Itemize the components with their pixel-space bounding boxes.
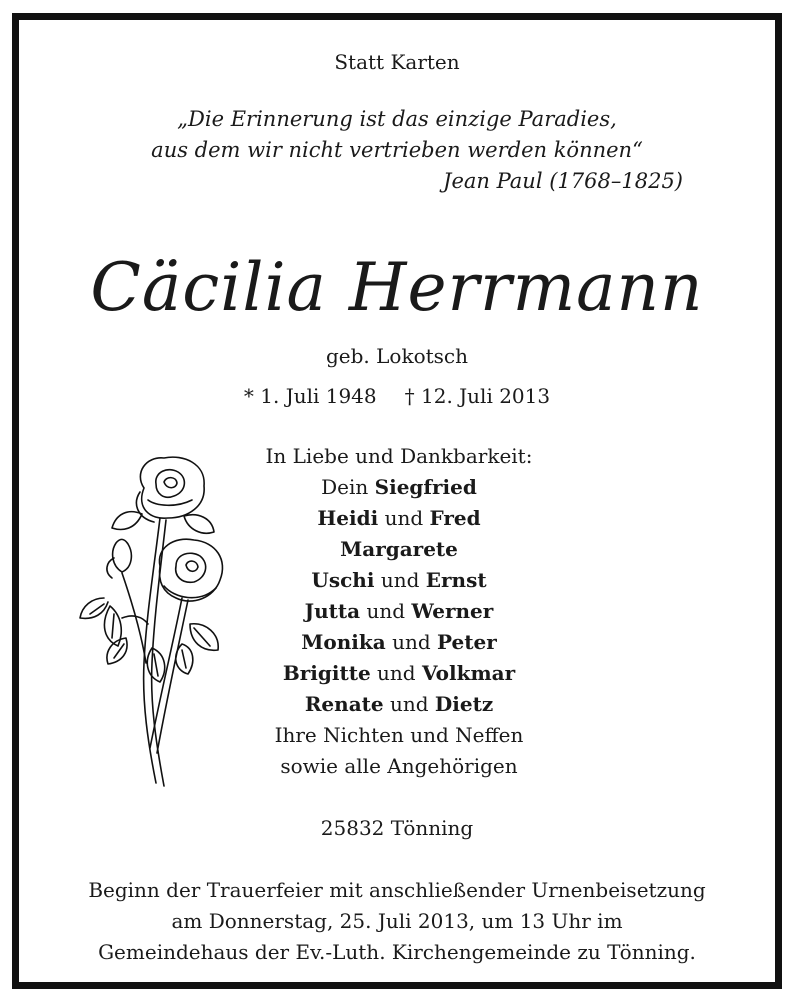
quote-line-1: „Die Erinnerung ist das einzige Paradies, <box>177 107 617 131</box>
obituary-notice <box>12 13 782 989</box>
life-dates <box>19 382 775 410</box>
quote-line-2: aus dem wir nicht vertrieben werden können“ <box>151 138 643 162</box>
mourners-intro: In Liebe und Dankbarkeit: <box>265 444 533 468</box>
deceased-name: Cäcilia Herrmann <box>90 249 704 326</box>
relatives-line-1: Ihre Nichten und Neffen <box>274 723 524 747</box>
mourners-list <box>199 441 599 782</box>
service-line-2: am Donnerstag, 25. Juli 2013, um 13 Uhr im <box>171 909 623 933</box>
mourner-line: Renate und Dietz <box>304 692 494 716</box>
quote-block <box>19 104 775 197</box>
birth-name: geb. Lokotsch <box>325 344 469 368</box>
relatives-line-2: sowie alle Angehörigen <box>280 754 518 778</box>
quote-author: Jean Paul (1768–1825) <box>443 169 683 193</box>
birth-date: * 1. Juli 1948 <box>243 384 377 408</box>
mourner-line: Margarete <box>340 537 458 561</box>
mourner-line: Brigitte und Volkmar <box>282 661 516 685</box>
service-line-1: Beginn der Trauerfeier mit anschließender Urnenbeisetzung <box>88 878 706 902</box>
mourner-line: Monika und Peter <box>301 630 497 654</box>
header-text: Statt Karten <box>334 50 460 74</box>
service-info <box>19 875 775 968</box>
place-line: 25832 Tönning <box>320 816 474 840</box>
service-line-3: Gemeindehaus der Ev.-Luth. Kirchengemeinde zu Tönning. <box>98 940 696 964</box>
death-date: † 12. Juli 2013 <box>404 384 551 408</box>
mourner-line: Dein Siegfried <box>321 475 477 499</box>
mourner-line: Heidi und Fred <box>317 506 481 530</box>
mourner-line: Jutta und Werner <box>304 599 494 623</box>
mourner-line: Uschi und Ernst <box>311 568 487 592</box>
